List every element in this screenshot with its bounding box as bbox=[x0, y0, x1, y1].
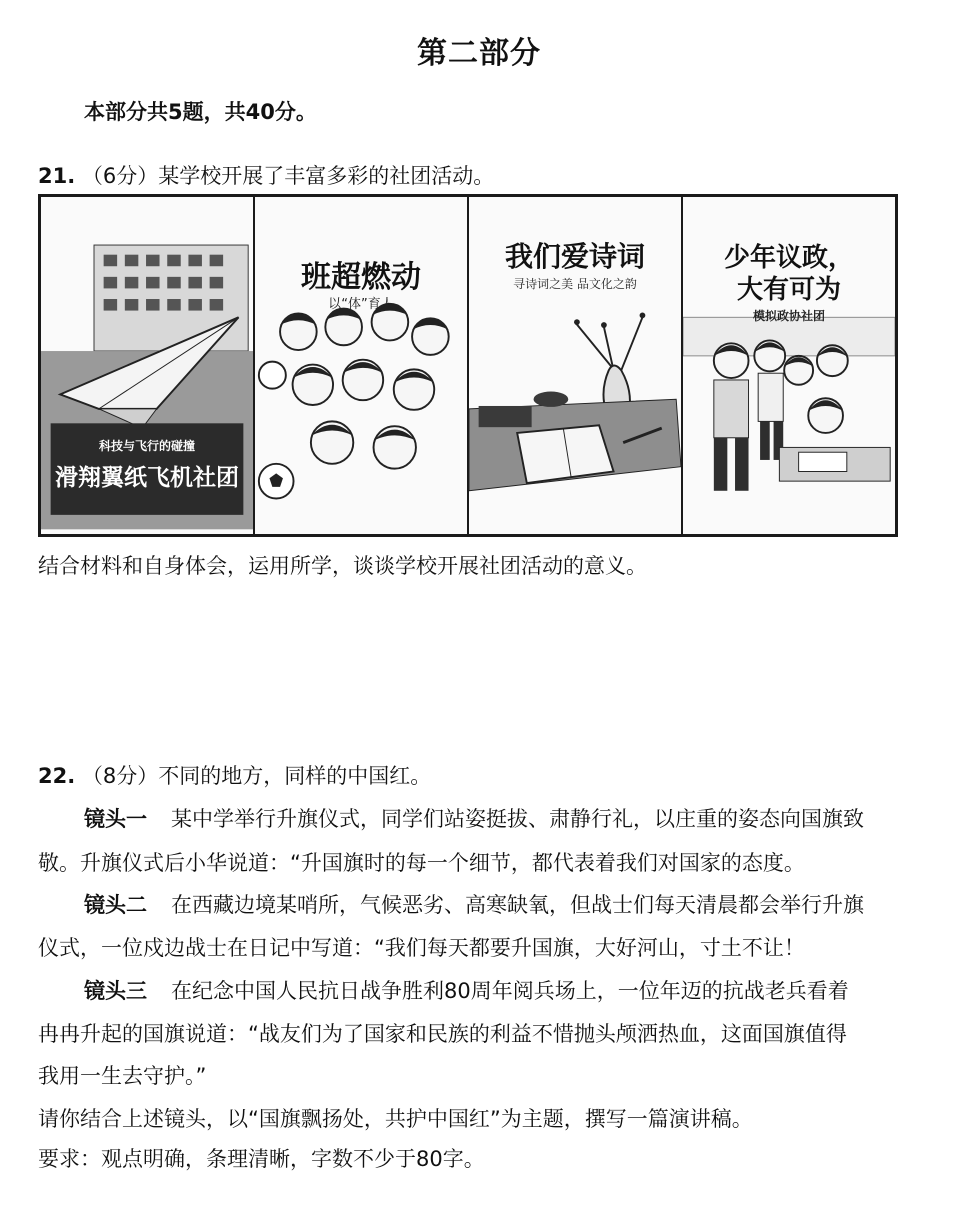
section-intro: 本部分共5题，共40分。 bbox=[84, 100, 317, 124]
question-21-text: 某学校开展了丰富多彩的社团活动。 bbox=[158, 164, 495, 188]
question-21-number: 21. bbox=[38, 164, 76, 188]
cppcc-club-subtitle: 模拟政协社团 bbox=[752, 309, 825, 323]
question-22-task: 请你结合上述镜头，以“国旗飘扬处，共护中国红”为主题，撰写一篇演讲稿。 bbox=[38, 1107, 753, 1131]
shot1-line1 bbox=[84, 803, 864, 833]
shot3-line3: 我用一生去守护。” bbox=[38, 1064, 207, 1088]
question-22-text: 不同的地方，同样的中国红。 bbox=[158, 764, 432, 788]
shot2-line1 bbox=[84, 889, 864, 919]
poetry-club-title: 我们爱诗词 bbox=[504, 240, 645, 273]
section-title: 第二部分 bbox=[417, 36, 541, 71]
question-21-prompt: 结合材料和自身体会，运用所学，谈谈学校开展社团活动的意义。 bbox=[38, 554, 647, 578]
sports-club-subtitle: 以“体”育人 bbox=[328, 297, 394, 312]
paper-plane-club-title: 滑翔翼纸飞机社团 bbox=[55, 465, 239, 491]
panel-mock-cppcc-club bbox=[683, 197, 895, 534]
shot3-label: 镜头三 bbox=[84, 979, 147, 1003]
question-22-requirement: 要求：观点明确，条理清晰，字数不少于80字。 bbox=[38, 1147, 485, 1171]
question-22-number: 22. bbox=[38, 764, 76, 788]
shot1-line2: 敬。升旗仪式后小华说道：“升国旗时的每一个细节，都代表着我们对国家的态度。 bbox=[38, 851, 805, 875]
shot2-text-part1: 在西藏边境某哨所，气候恶劣、高寒缺氧，但战士们每天清晨都会举行升旗 bbox=[171, 893, 864, 917]
shot1-text-part1: 某中学举行升旗仪式，同学们站姿挺拔、肃静行礼，以庄重的姿态向国旗致 bbox=[171, 807, 864, 831]
shot2-label: 镜头二 bbox=[84, 893, 147, 917]
cppcc-club-title-line2: 大有可为 bbox=[736, 275, 841, 305]
panel-paper-plane-club bbox=[41, 197, 255, 534]
question-22-stem bbox=[38, 760, 431, 790]
poetry-club-subtitle: 寻诗词之美 品文化之韵 bbox=[513, 277, 637, 291]
sports-club-title: 班超燃动 bbox=[301, 260, 421, 295]
question-21-score: （6分） bbox=[81, 164, 159, 188]
paper-plane-club-subtitle: 科技与飞行的碰撞 bbox=[98, 439, 195, 453]
panel-poetry-club bbox=[469, 197, 683, 534]
question-22-score: （8分） bbox=[81, 764, 159, 788]
shot3-line1 bbox=[84, 975, 849, 1005]
shot2-line2: 仪式，一位戍边战士在日记中写道：“我们每天都要升国旗，大好河山，寸土不让！ bbox=[38, 936, 805, 960]
shot3-text-part1: 在纪念中国人民抗日战争胜利80周年阅兵场上，一位年迈的抗战老兵看着 bbox=[171, 979, 849, 1003]
students-soccer-illustration bbox=[255, 197, 467, 534]
cppcc-club-title-line1: 少年议政， bbox=[723, 243, 854, 273]
shot3-line2: 冉冉升起的国旗说道：“战友们为了国家和民族的利益不惜抛头颅洒热血，这面国旗值得 bbox=[38, 1022, 847, 1046]
question-21-stem bbox=[38, 160, 494, 190]
club-activity-panels bbox=[38, 194, 898, 537]
shot1-label: 镜头一 bbox=[84, 807, 147, 831]
panel-class-sports-club bbox=[255, 197, 469, 534]
